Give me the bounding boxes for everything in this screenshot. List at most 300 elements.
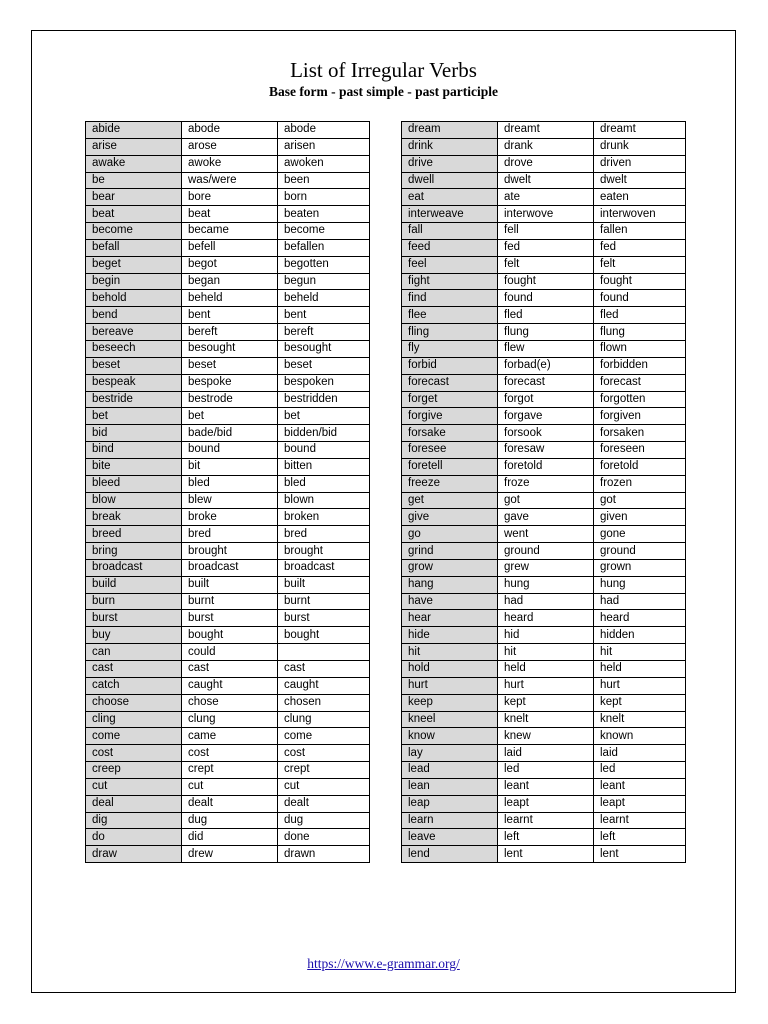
past-participle-cell: besought — [278, 340, 370, 357]
verb-row — [86, 475, 370, 492]
past-participle-cell: begotten — [278, 256, 370, 273]
base-form-cell: lay — [402, 745, 498, 762]
past-simple-cell: hung — [498, 576, 594, 593]
base-form-cell: befall — [86, 239, 182, 256]
base-form-cell: cast — [86, 661, 182, 678]
base-form-cell: beseech — [86, 340, 182, 357]
base-form-cell: foretell — [402, 458, 498, 475]
past-participle-cell: heard — [594, 610, 686, 627]
base-form-cell: interweave — [402, 206, 498, 223]
base-form-cell: buy — [86, 627, 182, 644]
verb-row — [402, 812, 686, 829]
base-form-cell: kneel — [402, 711, 498, 728]
past-simple-cell: fell — [498, 223, 594, 240]
base-form-cell: flee — [402, 307, 498, 324]
past-simple-cell: forecast — [498, 374, 594, 391]
base-form-cell: lend — [402, 846, 498, 863]
past-participle-cell: bred — [278, 526, 370, 543]
base-form-cell: learn — [402, 812, 498, 829]
base-form-cell: creep — [86, 762, 182, 779]
base-form-cell: fall — [402, 223, 498, 240]
base-form-cell: leap — [402, 795, 498, 812]
past-participle-cell: fed — [594, 239, 686, 256]
verb-row — [402, 677, 686, 694]
past-participle-cell: bestridden — [278, 391, 370, 408]
past-participle-cell: flung — [594, 324, 686, 341]
past-participle-cell: come — [278, 728, 370, 745]
past-participle-cell: led — [594, 762, 686, 779]
verb-row — [86, 256, 370, 273]
verb-row — [86, 374, 370, 391]
verb-row — [86, 324, 370, 341]
base-form-cell: bereave — [86, 324, 182, 341]
past-participle-cell: dug — [278, 812, 370, 829]
verb-row — [402, 475, 686, 492]
past-simple-cell: begot — [182, 256, 278, 273]
past-participle-cell: burst — [278, 610, 370, 627]
past-simple-cell: cut — [182, 778, 278, 795]
base-form-cell: can — [86, 644, 182, 661]
past-simple-cell: left — [498, 829, 594, 846]
past-participle-cell: hung — [594, 576, 686, 593]
past-participle-cell: driven — [594, 155, 686, 172]
base-form-cell: feed — [402, 239, 498, 256]
verb-row — [86, 122, 370, 139]
past-participle-cell: held — [594, 661, 686, 678]
past-participle-cell: caught — [278, 677, 370, 694]
base-form-cell: come — [86, 728, 182, 745]
past-participle-cell: born — [278, 189, 370, 206]
past-simple-cell: hit — [498, 644, 594, 661]
past-simple-cell: became — [182, 223, 278, 240]
past-participle-cell: found — [594, 290, 686, 307]
past-participle-cell: known — [594, 728, 686, 745]
verb-row — [402, 593, 686, 610]
past-simple-cell: forgave — [498, 408, 594, 425]
past-participle-cell: bled — [278, 475, 370, 492]
base-form-cell: have — [402, 593, 498, 610]
past-simple-cell: got — [498, 492, 594, 509]
page-title: List of Irregular Verbs — [290, 58, 477, 82]
base-form-cell: blow — [86, 492, 182, 509]
verb-row — [402, 711, 686, 728]
verb-row — [402, 576, 686, 593]
past-simple-cell: came — [182, 728, 278, 745]
past-participle-cell: begun — [278, 273, 370, 290]
past-simple-cell: had — [498, 593, 594, 610]
past-simple-cell: felt — [498, 256, 594, 273]
past-participle-cell: ground — [594, 543, 686, 560]
verb-row — [86, 408, 370, 425]
past-simple-cell: bade/bid — [182, 425, 278, 442]
verb-row — [402, 307, 686, 324]
base-form-cell: bind — [86, 442, 182, 459]
verb-row — [86, 745, 370, 762]
base-form-cell: do — [86, 829, 182, 846]
past-simple-cell: drove — [498, 155, 594, 172]
past-simple-cell: bound — [182, 442, 278, 459]
verb-row — [402, 694, 686, 711]
verb-row — [402, 745, 686, 762]
past-simple-cell: grew — [498, 559, 594, 576]
verb-row — [402, 425, 686, 442]
base-form-cell: beget — [86, 256, 182, 273]
verb-row — [402, 189, 686, 206]
past-simple-cell: beat — [182, 206, 278, 223]
past-participle-cell: become — [278, 223, 370, 240]
base-form-cell: drive — [402, 155, 498, 172]
past-participle-cell: clung — [278, 711, 370, 728]
base-form-cell: bend — [86, 307, 182, 324]
verb-row — [86, 829, 370, 846]
verb-row — [402, 374, 686, 391]
past-simple-cell: forbad(e) — [498, 357, 594, 374]
verb-row — [86, 694, 370, 711]
past-participle-cell: bought — [278, 627, 370, 644]
base-form-cell: know — [402, 728, 498, 745]
past-simple-cell: began — [182, 273, 278, 290]
verb-row — [402, 543, 686, 560]
verb-row — [402, 509, 686, 526]
past-participle-cell: blown — [278, 492, 370, 509]
past-simple-cell: bore — [182, 189, 278, 206]
base-form-cell: grind — [402, 543, 498, 560]
past-simple-cell: learnt — [498, 812, 594, 829]
verb-row — [402, 559, 686, 576]
past-participle-cell: bespoken — [278, 374, 370, 391]
past-participle-cell: cost — [278, 745, 370, 762]
past-simple-cell: bred — [182, 526, 278, 543]
base-form-cell: give — [402, 509, 498, 526]
verb-row — [86, 391, 370, 408]
base-form-cell: drink — [402, 138, 498, 155]
base-form-cell: arise — [86, 138, 182, 155]
past-participle-cell: felt — [594, 256, 686, 273]
past-participle-cell: broadcast — [278, 559, 370, 576]
verb-row — [402, 795, 686, 812]
base-form-cell: draw — [86, 846, 182, 863]
base-form-cell: bespeak — [86, 374, 182, 391]
verb-row — [402, 610, 686, 627]
verb-row — [402, 155, 686, 172]
past-simple-cell: chose — [182, 694, 278, 711]
past-participle-cell: forsaken — [594, 425, 686, 442]
base-form-cell: fight — [402, 273, 498, 290]
verb-table-left — [85, 121, 370, 863]
verb-row — [86, 357, 370, 374]
verb-row — [86, 526, 370, 543]
past-simple-cell: burnt — [182, 593, 278, 610]
verb-row — [86, 340, 370, 357]
base-form-cell: bite — [86, 458, 182, 475]
base-form-cell: lean — [402, 778, 498, 795]
past-simple-cell: bestrode — [182, 391, 278, 408]
past-participle-cell: eaten — [594, 189, 686, 206]
verb-row — [402, 273, 686, 290]
past-participle-cell: frozen — [594, 475, 686, 492]
past-participle-cell: forbidden — [594, 357, 686, 374]
past-simple-cell: awoke — [182, 155, 278, 172]
verb-row — [86, 762, 370, 779]
base-form-cell: cut — [86, 778, 182, 795]
verb-row — [402, 256, 686, 273]
base-form-cell: leave — [402, 829, 498, 846]
past-participle-cell: dreamt — [594, 122, 686, 139]
base-form-cell: break — [86, 509, 182, 526]
past-simple-cell: could — [182, 644, 278, 661]
base-form-cell: awake — [86, 155, 182, 172]
past-simple-cell: abode — [182, 122, 278, 139]
past-participle-cell: given — [594, 509, 686, 526]
base-form-cell: dig — [86, 812, 182, 829]
base-form-cell: cost — [86, 745, 182, 762]
past-simple-cell: laid — [498, 745, 594, 762]
base-form-cell: keep — [402, 694, 498, 711]
base-form-cell: hang — [402, 576, 498, 593]
base-form-cell: begin — [86, 273, 182, 290]
verb-row — [402, 492, 686, 509]
footer — [32, 956, 735, 972]
base-form-cell: hit — [402, 644, 498, 661]
verb-row — [402, 223, 686, 240]
past-simple-cell: beset — [182, 357, 278, 374]
verb-row — [86, 812, 370, 829]
past-simple-cell: held — [498, 661, 594, 678]
past-participle-cell: hit — [594, 644, 686, 661]
base-form-cell: burst — [86, 610, 182, 627]
past-participle-cell: bidden/bid — [278, 425, 370, 442]
past-simple-cell: did — [182, 829, 278, 846]
base-form-cell: bear — [86, 189, 182, 206]
past-simple-cell: dealt — [182, 795, 278, 812]
verb-row — [402, 762, 686, 779]
past-participle-cell: forgotten — [594, 391, 686, 408]
base-form-cell: lead — [402, 762, 498, 779]
past-simple-cell: foresaw — [498, 442, 594, 459]
past-participle-cell: beset — [278, 357, 370, 374]
past-simple-cell: lent — [498, 846, 594, 863]
past-simple-cell: leant — [498, 778, 594, 795]
past-simple-cell: bled — [182, 475, 278, 492]
past-participle-cell: awoken — [278, 155, 370, 172]
past-participle-cell: beheld — [278, 290, 370, 307]
base-form-cell: forecast — [402, 374, 498, 391]
past-simple-cell: bought — [182, 627, 278, 644]
past-simple-cell: dreamt — [498, 122, 594, 139]
past-participle-cell: chosen — [278, 694, 370, 711]
past-participle-cell: burnt — [278, 593, 370, 610]
past-participle-cell: learnt — [594, 812, 686, 829]
past-participle-cell: drawn — [278, 846, 370, 863]
base-form-cell: dream — [402, 122, 498, 139]
past-participle-cell: bitten — [278, 458, 370, 475]
past-simple-cell: bit — [182, 458, 278, 475]
verb-row — [86, 290, 370, 307]
past-participle-cell: bent — [278, 307, 370, 324]
base-form-cell: beat — [86, 206, 182, 223]
verb-row — [402, 442, 686, 459]
past-participle-cell: arisen — [278, 138, 370, 155]
past-participle-cell: befallen — [278, 239, 370, 256]
base-form-cell: bestride — [86, 391, 182, 408]
base-form-cell: get — [402, 492, 498, 509]
past-simple-cell: fought — [498, 273, 594, 290]
past-participle-cell: bound — [278, 442, 370, 459]
past-simple-cell: forgot — [498, 391, 594, 408]
base-form-cell: choose — [86, 694, 182, 711]
past-participle-cell: kept — [594, 694, 686, 711]
verb-row — [402, 778, 686, 795]
verb-row — [402, 357, 686, 374]
past-simple-cell: cost — [182, 745, 278, 762]
verb-row — [86, 846, 370, 863]
verb-row — [86, 593, 370, 610]
past-participle-cell: cut — [278, 778, 370, 795]
base-form-cell: forget — [402, 391, 498, 408]
verb-row — [402, 290, 686, 307]
verb-row — [86, 559, 370, 576]
past-simple-cell: besought — [182, 340, 278, 357]
base-form-cell: grow — [402, 559, 498, 576]
verb-row — [86, 172, 370, 189]
verb-row — [86, 543, 370, 560]
past-participle-cell: broken — [278, 509, 370, 526]
past-participle-cell: beaten — [278, 206, 370, 223]
base-form-cell: abide — [86, 122, 182, 139]
base-form-cell: hear — [402, 610, 498, 627]
past-simple-cell: broke — [182, 509, 278, 526]
past-participle-cell: forgiven — [594, 408, 686, 425]
past-participle-cell: crept — [278, 762, 370, 779]
verb-row — [402, 391, 686, 408]
base-form-cell: behold — [86, 290, 182, 307]
base-form-cell: become — [86, 223, 182, 240]
verb-row — [86, 442, 370, 459]
verb-row — [86, 492, 370, 509]
past-simple-cell: led — [498, 762, 594, 779]
past-simple-cell: flung — [498, 324, 594, 341]
verb-row — [86, 223, 370, 240]
verb-row — [86, 795, 370, 812]
verb-row — [402, 661, 686, 678]
past-participle-cell: fallen — [594, 223, 686, 240]
past-participle-cell: drunk — [594, 138, 686, 155]
past-participle-cell: grown — [594, 559, 686, 576]
past-simple-cell: arose — [182, 138, 278, 155]
past-simple-cell: heard — [498, 610, 594, 627]
past-simple-cell: brought — [182, 543, 278, 560]
verb-row — [86, 239, 370, 256]
base-form-cell: eat — [402, 189, 498, 206]
past-simple-cell: built — [182, 576, 278, 593]
verb-row — [402, 829, 686, 846]
past-simple-cell: fed — [498, 239, 594, 256]
past-participle-cell: bet — [278, 408, 370, 425]
past-simple-cell: kept — [498, 694, 594, 711]
base-form-cell: fly — [402, 340, 498, 357]
past-participle-cell: foretold — [594, 458, 686, 475]
base-form-cell: dwell — [402, 172, 498, 189]
past-simple-cell: ground — [498, 543, 594, 560]
past-simple-cell: flew — [498, 340, 594, 357]
base-form-cell: hold — [402, 661, 498, 678]
document-page — [31, 30, 736, 993]
past-simple-cell: bereft — [182, 324, 278, 341]
verb-row — [86, 711, 370, 728]
verb-row — [86, 576, 370, 593]
verb-row — [86, 661, 370, 678]
verb-row — [402, 526, 686, 543]
verb-row — [402, 324, 686, 341]
past-simple-cell: clung — [182, 711, 278, 728]
base-form-cell: be — [86, 172, 182, 189]
past-simple-cell: froze — [498, 475, 594, 492]
past-participle-cell: gone — [594, 526, 686, 543]
verb-row — [402, 206, 686, 223]
verb-row — [86, 509, 370, 526]
past-simple-cell: befell — [182, 239, 278, 256]
past-simple-cell: hid — [498, 627, 594, 644]
past-participle-cell: flown — [594, 340, 686, 357]
verb-row — [86, 273, 370, 290]
verb-row — [402, 458, 686, 475]
past-participle-cell: built — [278, 576, 370, 593]
verb-row — [402, 172, 686, 189]
page-subtitle: Base form - past simple - past participle — [268, 84, 499, 99]
past-participle-cell: fought — [594, 273, 686, 290]
past-participle-cell: brought — [278, 543, 370, 560]
past-participle-cell: cast — [278, 661, 370, 678]
verb-row — [86, 644, 370, 661]
base-form-cell: go — [402, 526, 498, 543]
verb-row — [86, 728, 370, 745]
past-participle-cell: left — [594, 829, 686, 846]
base-form-cell: hurt — [402, 677, 498, 694]
base-form-cell: bleed — [86, 475, 182, 492]
past-simple-cell: was/were — [182, 172, 278, 189]
base-form-cell: forgive — [402, 408, 498, 425]
verb-row — [86, 189, 370, 206]
base-form-cell: fling — [402, 324, 498, 341]
base-form-cell: beset — [86, 357, 182, 374]
website-link[interactable]: https://www.e-grammar.org/ — [307, 956, 460, 971]
base-form-cell: burn — [86, 593, 182, 610]
base-form-cell: feel — [402, 256, 498, 273]
base-form-cell: catch — [86, 677, 182, 694]
past-simple-cell: beheld — [182, 290, 278, 307]
base-form-cell: forsake — [402, 425, 498, 442]
past-simple-cell: drew — [182, 846, 278, 863]
past-participle-cell: forecast — [594, 374, 686, 391]
verb-row — [402, 408, 686, 425]
past-participle-cell: abode — [278, 122, 370, 139]
past-participle-cell: leapt — [594, 795, 686, 812]
verb-row — [86, 677, 370, 694]
past-simple-cell: gave — [498, 509, 594, 526]
past-simple-cell: crept — [182, 762, 278, 779]
past-simple-cell: knew — [498, 728, 594, 745]
past-simple-cell: broadcast — [182, 559, 278, 576]
past-participle-cell: been — [278, 172, 370, 189]
past-participle-cell: fled — [594, 307, 686, 324]
verb-row — [86, 627, 370, 644]
past-simple-cell: dwelt — [498, 172, 594, 189]
past-simple-cell: knelt — [498, 711, 594, 728]
past-simple-cell: found — [498, 290, 594, 307]
verb-row — [402, 728, 686, 745]
base-form-cell: forbid — [402, 357, 498, 374]
past-simple-cell: cast — [182, 661, 278, 678]
